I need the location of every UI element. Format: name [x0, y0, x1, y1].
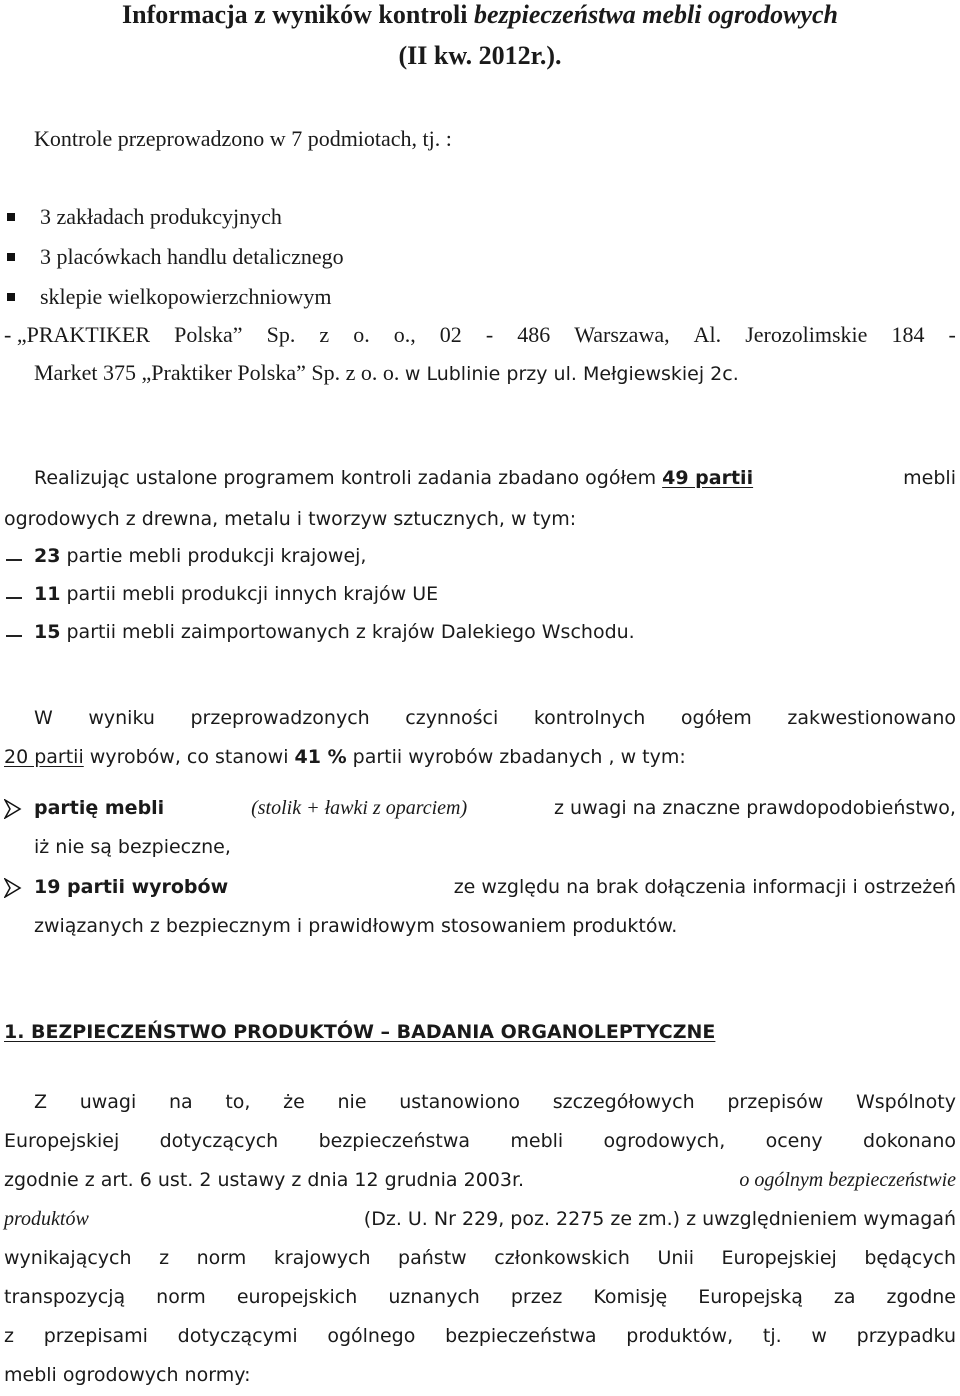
point1-bold: partię mebli — [34, 797, 165, 819]
title-line1-italic: bezpieczeństwa mebli ogrodowych — [473, 0, 838, 29]
word: - — [948, 322, 956, 347]
word: Jerozolimskie — [745, 322, 868, 347]
section-para-line-4 — [4, 1208, 956, 1231]
para-line4-rest: (Dz. U. Nr 229, poz. 2275 ze zm.) z uwzględnieniem wymagań — [363, 1208, 956, 1230]
title-line2: (II kw. 2012r.). — [398, 41, 562, 70]
praktiker-line-1 — [4, 322, 956, 348]
bullet-item — [40, 284, 331, 310]
realizujac-line-1 — [34, 467, 956, 489]
item-count: 23 — [34, 545, 61, 567]
percent-value: 41 % — [294, 746, 347, 768]
item-text: partii mebli zaimportowanych z krajów Dalekiego Wschodu. — [60, 621, 635, 643]
para-line1-text: Z uwagi na to, że nie ustanowiono szczegółowych przepisów Wspólnoty — [34, 1091, 956, 1113]
point2-rest: ze względu na brak dołączenia informacji i ostrzeżeń — [453, 876, 956, 898]
word: Sp. — [266, 322, 296, 347]
wynik-line1-text: W wyniku przeprowadzonych czynności kontrolnych ogółem zakwestionowano — [34, 707, 956, 729]
item-count: 15 — [34, 621, 61, 643]
word: Polska” — [174, 322, 243, 347]
bullet-text: sklepie wielkopowierzchniowym — [40, 284, 332, 309]
item-text: partii mebli produkcji innych krajów UE — [60, 583, 439, 605]
section-para-line-5 — [4, 1247, 956, 1269]
dash-bullet-icon — [6, 597, 22, 599]
wynik-line-2 — [4, 746, 686, 768]
para-line3-italic: o ogólnym bezpieczeństwie — [739, 1169, 956, 1191]
point1-line2-text: iż nie są bezpieczne, — [34, 836, 231, 858]
realizujac-end: mebli — [903, 467, 956, 489]
section-para-line-7 — [4, 1325, 956, 1347]
section-para-line-3 — [4, 1169, 956, 1192]
zakwestionowane-count: 20 partii — [4, 746, 84, 768]
praktiker-line2-b: w Lublinie przy ul. Mełgiewskiej 2c. — [404, 363, 739, 385]
realizujac-start: Realizując ustalone programem kontroli zadania zbadano ogółem — [34, 467, 663, 489]
arrow-bullet-icon — [4, 878, 22, 898]
section-para-line-1 — [34, 1091, 956, 1113]
point-1-line-1 — [34, 797, 956, 820]
realizujac-line2-text: ogrodowych z drewna, metalu i tworzyw sztucznych, w tym: — [4, 508, 577, 530]
para-line6-text: transpozycją norm europejskich uznanych przez Komisję Europejską za zgodne — [4, 1286, 956, 1308]
item-text: partie mebli produkcji krajowej, — [60, 545, 367, 567]
realizujac-line-2 — [4, 508, 576, 530]
para-line8-text: mebli ogrodowych normy: — [4, 1364, 251, 1386]
wynik-line2-a: wyrobów, co stanowi — [83, 746, 295, 768]
square-bullet-icon — [7, 293, 15, 301]
point2-bold: 19 partii wyrobów — [34, 876, 229, 898]
document-title — [0, 0, 960, 35]
word: - „PRAKTIKER — [4, 322, 151, 347]
word: - — [485, 322, 494, 347]
partii-count: 49 partii — [662, 467, 754, 489]
realizujac-prefix — [34, 467, 753, 489]
section-heading-text: 1. BEZPIECZEŃSTWO PRODUKTÓW – BADANIA ORGANOLEPTYCZNE — [4, 1021, 716, 1043]
list-item — [34, 545, 366, 567]
dash-bullet-icon — [6, 559, 22, 561]
praktiker-line-2 — [34, 360, 739, 386]
document-title-line2 — [0, 36, 960, 76]
para-line5-text: wynikających z norm krajowych państw członkowskich Unii Europejskiej będących — [4, 1247, 956, 1269]
praktiker-line2-a: Market 375 „Praktiker Polska” Sp. z o. o. — [34, 360, 405, 385]
point1-rest: z uwagi na znaczne prawdopodobieństwo, — [554, 797, 956, 819]
bullet-item — [40, 204, 282, 230]
word: 02 — [439, 322, 462, 347]
section-para-line-2 — [4, 1130, 956, 1152]
word: 184 — [891, 322, 925, 347]
para-line4-italic: produktów — [4, 1208, 89, 1230]
word: o. — [353, 322, 370, 347]
list-item — [34, 621, 635, 643]
word: Al. — [693, 322, 722, 347]
item-count: 11 — [34, 583, 61, 605]
para-line3-a: zgodnie z art. 6 ust. 2 ustawy z dnia 12 grudnia 2003r. — [4, 1169, 525, 1191]
dash-bullet-icon — [6, 635, 22, 637]
para-line7-text: z przepisami dotyczącymi ogólnego bezpieczeństwa produktów, tj. w przypadku — [4, 1325, 956, 1347]
word: 486 — [517, 322, 551, 347]
kontrole-line — [34, 126, 452, 152]
bullet-text: 3 zakładach produkcyjnych — [40, 204, 282, 229]
point1-italic: (stolik + ławki z oparciem) — [251, 797, 468, 819]
arrow-bullet-icon — [4, 799, 22, 819]
kontrole-text: Kontrole przeprowadzono w 7 podmiotach, tj. : — [34, 126, 452, 151]
word: z — [319, 322, 330, 347]
word: o., — [393, 322, 416, 347]
section-para-line-8 — [4, 1364, 250, 1386]
square-bullet-icon — [7, 213, 15, 221]
point-2-line-2 — [34, 915, 677, 937]
section-para-line-6 — [4, 1286, 956, 1308]
point2-line2-text: związanych z bezpiecznym i prawidłowym stosowaniem produktów. — [34, 915, 678, 937]
title-line1-start: Informacja z wyników kontroli — [122, 0, 474, 29]
wynik-line2-b: partii wyrobów zbadanych , w tym: — [346, 746, 686, 768]
point-1-line-2 — [34, 836, 231, 858]
point-2-line-1 — [34, 876, 956, 898]
bullet-text: 3 placówkach handlu detalicznego — [40, 244, 344, 269]
bullet-item — [40, 244, 344, 270]
word: Warszawa, — [574, 322, 670, 347]
square-bullet-icon — [7, 253, 15, 261]
wynik-line-1 — [34, 707, 956, 729]
section-heading — [4, 1021, 715, 1043]
list-item — [34, 583, 438, 605]
para-line2-text: Europejskiej dotyczących bezpieczeństwa mebli ogrodowych, oceny dokonano — [4, 1130, 956, 1152]
